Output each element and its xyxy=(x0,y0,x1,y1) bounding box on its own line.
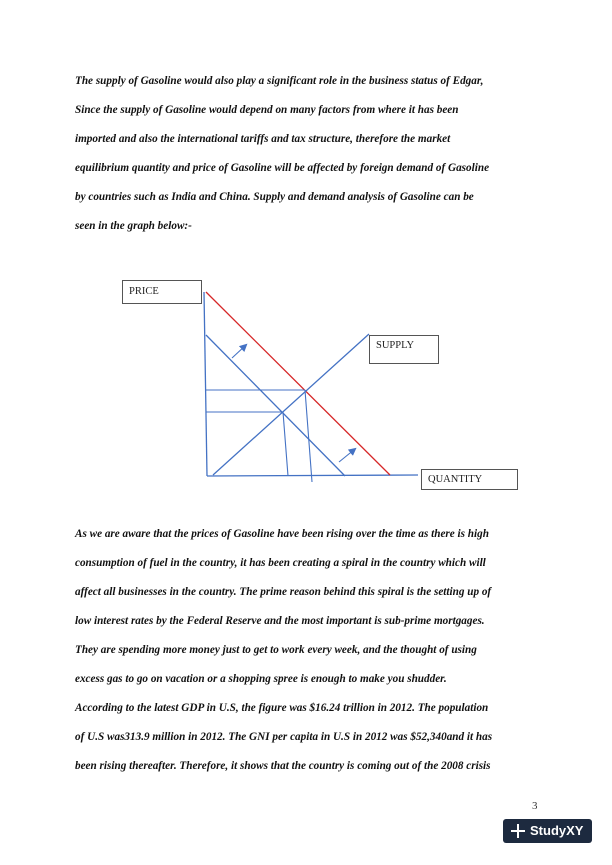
supply-curve xyxy=(213,334,369,475)
quantity-axis xyxy=(207,475,418,476)
plus-icon xyxy=(510,823,526,839)
studyxy-badge[interactable] xyxy=(503,819,592,843)
text-line: low interest rates by the Federal Reserve and the most important is sub-prime mortgages. xyxy=(75,615,485,627)
text-line: They are spending more money just to get to work every week, and the thought of using xyxy=(75,644,477,656)
shift-arrow-upper xyxy=(232,345,246,358)
text-line: seen in the graph below:- xyxy=(75,220,192,232)
text-line: by countries such as India and China. Supply and demand analysis of Gasoline can be xyxy=(75,191,474,203)
old-equilibrium-quantity-line xyxy=(283,412,288,476)
price-axis xyxy=(204,292,207,476)
page-number: 3 xyxy=(532,800,538,812)
text-line: excess gas to go on vacation or a shopping spree is enough to make you shudder. xyxy=(75,673,447,685)
price-axis-label: PRICE xyxy=(122,280,202,304)
demand-curve xyxy=(206,335,345,476)
brand-name: StudyXY xyxy=(530,823,584,838)
text-line: As we are aware that the prices of Gasoline have been rising over the time as there is high xyxy=(75,528,489,540)
text-line: Since the supply of Gasoline would depend on many factors from where it has been xyxy=(75,104,459,116)
shifted-demand-curve xyxy=(206,292,390,475)
text-line: affect all businesses in the country. The prime reason behind this spiral is the setting up of xyxy=(75,586,492,598)
text-line: imported and also the international tariffs and tax structure, therefore the market xyxy=(75,133,451,145)
supply-curve-label: SUPPLY xyxy=(369,335,439,364)
shift-arrow-lower xyxy=(339,449,355,462)
quantity-axis-label: QUANTITY xyxy=(421,469,518,490)
text-line: According to the latest GDP in U.S, the figure was $16.24 trillion in 2012. The population xyxy=(75,702,489,714)
text-line: of U.S was313.9 million in 2012. The GNI per capita in U.S in 2012 was $52,340and it has xyxy=(75,731,493,743)
paragraph-gasoline-prices xyxy=(75,525,575,786)
text-line: The supply of Gasoline would also play a significant role in the business status of Edgar, xyxy=(75,75,484,87)
text-line: consumption of fuel in the country, it has been creating a spiral in the country which will xyxy=(75,557,486,569)
text-line: equilibrium quantity and price of Gasoline will be affected by foreign demand of Gasoline xyxy=(75,162,490,174)
text-line: been rising thereafter. Therefore, it shows that the country is coming out of the 2008 crisis xyxy=(75,760,491,772)
